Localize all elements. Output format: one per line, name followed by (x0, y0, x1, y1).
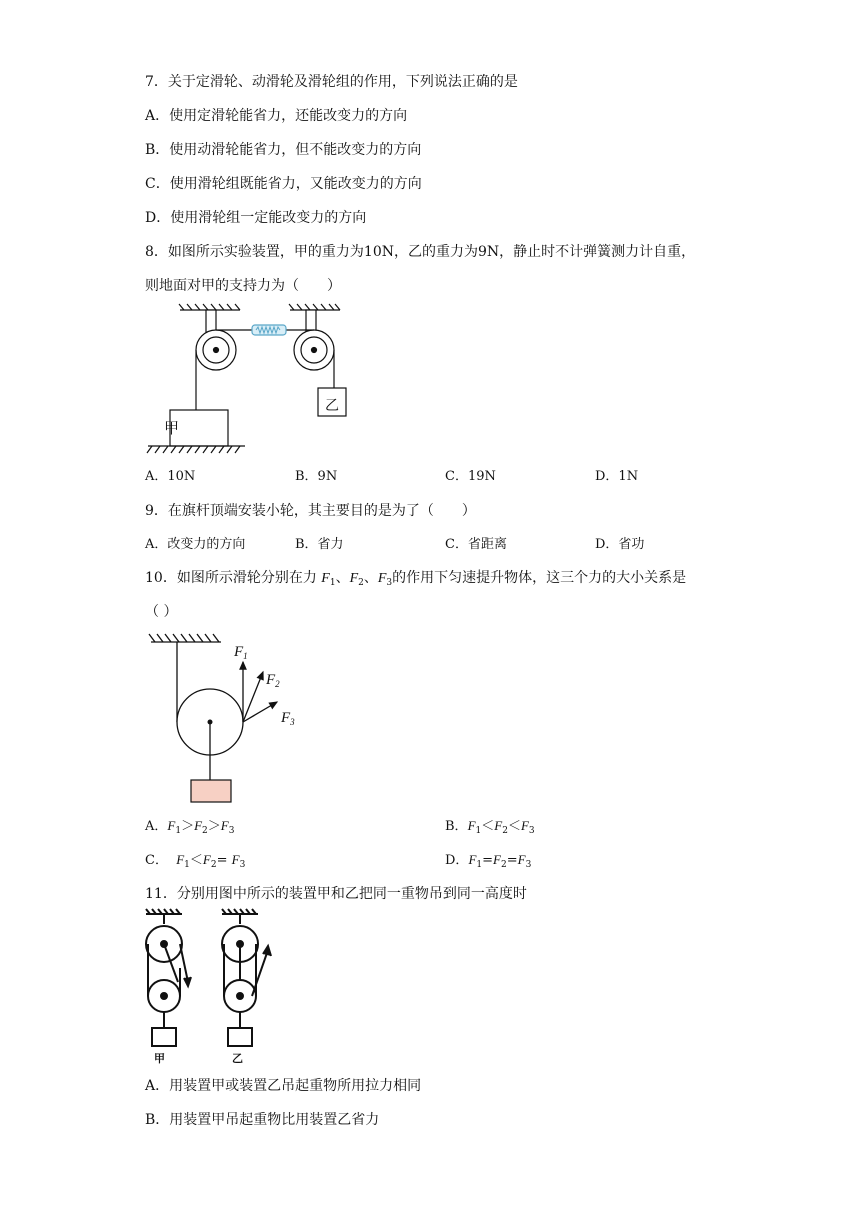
q10-option-b: B．$F_1<F_2<F_3$ (445, 818, 535, 836)
q7-option-c: C．使用滑轮组既能省力，又能改变力的方向 (145, 176, 422, 192)
q11-option-b: B．用装置甲吊起重物比用装置乙省力 (145, 1112, 380, 1128)
q8-stem-line1: 8．如图所示实验装置，甲的重力为10N，乙的重力为9N，静止时不计弹簧测力计自重， (145, 244, 696, 260)
q7-option-b: B．使用动滑轮能省力，但不能改变力的方向 (145, 142, 422, 158)
q11-figure-label-yi: 乙 (232, 1052, 243, 1065)
q7-option-a: A．使用定滑轮能省力，还能改变力的方向 (145, 108, 408, 124)
q10-option-c: C． $F_1<F_2= F_3$ (145, 852, 246, 870)
q11-pulley-systems-figure (140, 908, 310, 1068)
q11-figure-label-jia: 甲 (154, 1052, 165, 1065)
q9-option-c: C．省距离 (445, 537, 507, 552)
q10-figure-label-f1: $F_1$ (234, 644, 248, 661)
q8-option-c: C．19N (445, 469, 496, 484)
q9-option-a: A．改变力的方向 (145, 537, 246, 552)
q7-stem: 7．关于定滑轮、动滑轮及滑轮组的作用，下列说法正确的是 (145, 74, 518, 90)
q10-option-d: D．$F_1=F_2=F_3$ (445, 852, 532, 870)
q9-option-d: D．省功 (595, 537, 645, 552)
q9-option-b: B．省力 (295, 537, 344, 552)
q8-stem-line2: 则地面对甲的支持力为（ ） (145, 278, 341, 294)
q9-stem: 9．在旗杆顶端安装小轮，其主要目的是为了（ ） (145, 503, 476, 519)
q8-option-a: A．10N (145, 469, 196, 484)
q10-stem-line2: （ ） (145, 604, 178, 620)
q11-stem: 11．分别用图中所示的装置甲和乙把同一重物吊到同一高度时 (145, 886, 527, 902)
q8-figure-label-jia: 甲 (164, 419, 180, 437)
q8-option-d: D．1N (595, 469, 639, 484)
q10-figure-label-f2: $F_2$ (266, 672, 280, 689)
q10-figure-label-f3: $F_3$ (281, 710, 295, 727)
q7-option-d: D．使用滑轮组一定能改变力的方向 (145, 210, 367, 226)
q8-option-b: B．9N (295, 469, 338, 484)
q8-figure-label-yi: 乙 (325, 398, 339, 414)
q10-stem: 10．如图所示滑轮分别在力 $F_1$、$F_2$、$F_3$的作用下匀速提升物体，这三个力的大小关系是 (145, 570, 687, 588)
q11-option-a: A．用装置甲或装置乙吊起重物所用拉力相同 (145, 1078, 422, 1094)
q10-option-a: A．$F_1>F_2>F_3$ (145, 818, 235, 836)
